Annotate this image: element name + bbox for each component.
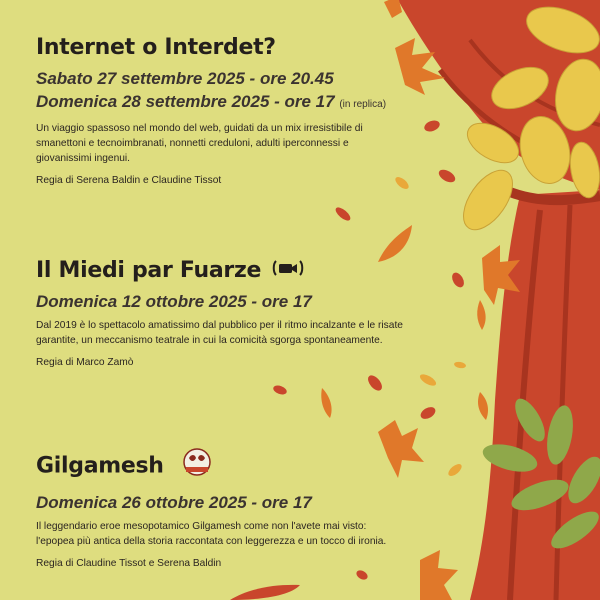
description-line: l'epopea più antica della storia raccontata con leggerezza e un tocco di ironia. xyxy=(36,536,387,547)
event-date xyxy=(36,67,416,90)
event-internet-o-interdet xyxy=(36,35,416,188)
event-date xyxy=(36,90,416,116)
event-il-miedi-par-fuarze xyxy=(36,258,416,370)
event-title: Internet o Interdet? xyxy=(36,35,276,60)
event-credit: Regia di Claudine Tissot e Serena Baldin xyxy=(36,558,222,569)
description-line: smanettoni e tecnoimbranati, nonnetti creduloni, adulti iperconnessi e xyxy=(36,138,349,149)
event-title: Gilgamesh xyxy=(36,453,164,479)
event-credit: Regia di Serena Baldin e Claudine Tissot xyxy=(36,175,222,186)
video-camera-icon xyxy=(272,258,304,284)
event-description xyxy=(36,121,416,166)
theater-logo xyxy=(181,448,213,485)
event-title-row xyxy=(36,258,416,284)
event-date xyxy=(36,290,416,313)
event-date-text: Sabato 27 settembre 2025 - ore 20.45 xyxy=(36,69,334,88)
event-date-text: Domenica 12 ottobre 2025 - ore 17 xyxy=(36,292,312,311)
event-date-note: (in replica) xyxy=(339,99,387,110)
event-date-text: Domenica 26 ottobre 2025 - ore 17 xyxy=(36,493,312,512)
event-credit: Regia di Marco Zamò xyxy=(36,357,134,368)
description-line: Il leggendario eroe mesopotamico Gilgamesh come non l'avete mai visto: xyxy=(36,521,367,532)
event-title: Il Miedi par Fuarze xyxy=(36,258,262,283)
event-description xyxy=(36,318,416,348)
event-description xyxy=(36,519,416,549)
description-line: garantite, un meccanismo teatrale in cui la comicità sgorga spontaneamente. xyxy=(36,335,383,346)
event-gilgamesh xyxy=(36,448,416,571)
event-date-text: Domenica 28 settembre 2025 - ore 17 xyxy=(36,92,335,111)
event-title-row xyxy=(36,448,416,485)
description-line: giovanissimi ingenui. xyxy=(36,153,131,164)
description-line: Un viaggio spassoso nel mondo del web, guidati da un mix irresistibile di xyxy=(36,123,363,134)
event-date xyxy=(36,491,416,514)
description-line: Dal 2019 è lo spettacolo amatissimo dal pubblico per il ritmo incalzante e le risate xyxy=(36,320,403,331)
